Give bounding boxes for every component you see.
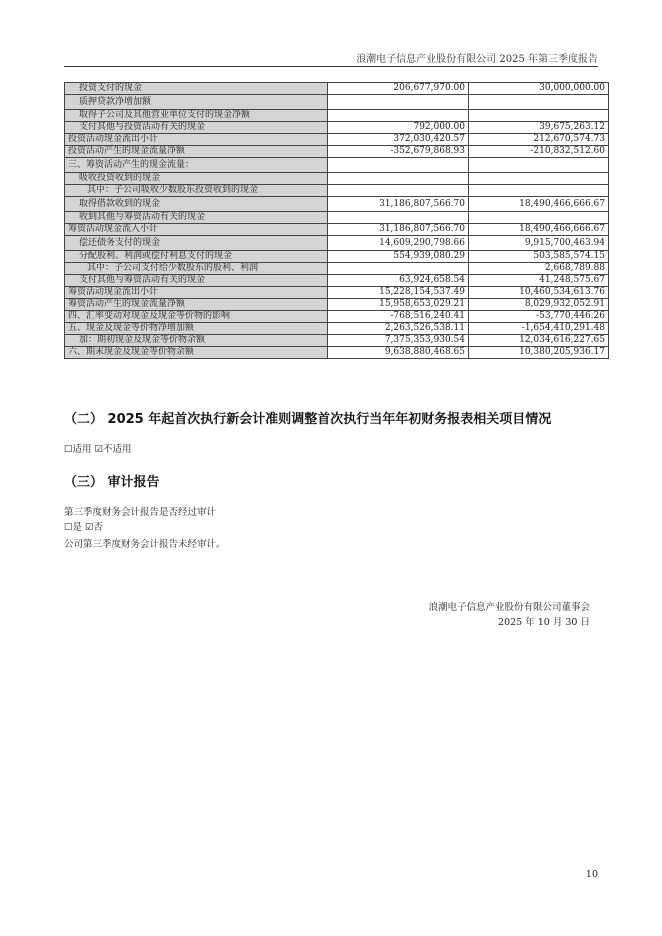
value-current xyxy=(328,212,469,224)
value-current: -768,516,240.41 xyxy=(328,311,469,323)
table-row xyxy=(65,323,609,335)
value-current xyxy=(328,263,469,275)
value-current xyxy=(328,110,469,122)
row-label: 质押贷款净增加额 xyxy=(65,95,328,110)
value-current: 14,609,290,798.66 xyxy=(328,236,469,251)
row-label: 取得子公司及其他营业单位支付的现金净额 xyxy=(65,110,328,122)
row-label: 投资支付的现金 xyxy=(65,83,328,95)
value-prior: -53,770,446.26 xyxy=(469,311,609,323)
value-prior xyxy=(469,212,609,224)
row-label: 偿还债务支付的现金 xyxy=(65,236,328,251)
audit-question: 第三季度财务会计报告是否经过审计 xyxy=(64,507,217,518)
cash-flow-table xyxy=(64,82,609,359)
table-row xyxy=(65,185,609,197)
value-current xyxy=(328,95,469,110)
row-label: 取得借款收到的现金 xyxy=(65,197,328,212)
value-current: -352,679,868.93 xyxy=(328,146,469,158)
row-label: 投资活动产生的现金流量净额 xyxy=(65,146,328,158)
page-header: 浪潮电子信息产业股份有限公司 2025 年第三季度报告 xyxy=(356,54,598,65)
row-label: 吸收投资收到的现金 xyxy=(65,173,328,185)
value-prior: 10,380,205,936.17 xyxy=(469,347,609,359)
table-row xyxy=(65,299,609,311)
row-label: 投资活动现金流出小计 xyxy=(65,134,328,146)
value-current xyxy=(328,158,469,173)
value-prior: 18,490,466,666.67 xyxy=(469,197,609,212)
value-current: 15,228,154,537.49 xyxy=(328,287,469,299)
value-prior xyxy=(469,110,609,122)
table-row xyxy=(65,173,609,185)
table-row xyxy=(65,275,609,287)
audit-option: ☐是 ☑否 xyxy=(64,522,104,533)
row-label: 五、现金及现金等价物净增加额 xyxy=(65,323,328,335)
value-prior xyxy=(469,173,609,185)
row-label: 加：期初现金及现金等价物余额 xyxy=(65,335,328,347)
page-number: 10 xyxy=(585,869,598,880)
value-current: 15,958,653,029.21 xyxy=(328,299,469,311)
section2-title: （二） 2025 年起首次执行新会计准则调整首次执行当年年初财务报表相关项目情况 xyxy=(64,412,552,427)
value-current: 31,186,807,566.70 xyxy=(328,197,469,212)
value-prior: 10,460,534,613.76 xyxy=(469,287,609,299)
row-label: 筹资活动产生的现金流量净额 xyxy=(65,299,328,311)
table-row xyxy=(65,263,609,275)
value-current xyxy=(328,173,469,185)
value-current: 372,030,420.57 xyxy=(328,134,469,146)
row-label: 支付其他与投资活动有关的现金 xyxy=(65,122,328,134)
table-row xyxy=(65,287,609,299)
value-current: 63,924,658.54 xyxy=(328,275,469,287)
value-prior: 503,585,574.15 xyxy=(469,251,609,263)
table-row xyxy=(65,236,609,251)
row-label: 四、汇率变动对现金及现金等价物的影响 xyxy=(65,311,328,323)
value-prior: -210,832,512.60 xyxy=(469,146,609,158)
value-current: 792,000.00 xyxy=(328,122,469,134)
row-label: 其中：子公司吸收少数股东投资收到的现金 xyxy=(65,185,328,197)
table-row xyxy=(65,110,609,122)
value-current: 554,939,080.29 xyxy=(328,251,469,263)
value-prior: 30,000,000.00 xyxy=(469,83,609,95)
table-row xyxy=(65,146,609,158)
table-row xyxy=(65,122,609,134)
table-row xyxy=(65,335,609,347)
value-prior: 12,034,616,227.65 xyxy=(469,335,609,347)
value-prior: 41,248,575.67 xyxy=(469,275,609,287)
section2-option: ☐适用 ☑不适用 xyxy=(64,444,132,455)
row-label: 分配股利、利润或偿付利息支付的现金 xyxy=(65,251,328,263)
value-current: 7,375,353,930.54 xyxy=(328,335,469,347)
value-prior: 39,675,263.12 xyxy=(469,122,609,134)
value-prior: 8,029,932,052.91 xyxy=(469,299,609,311)
table-row xyxy=(65,158,609,173)
value-prior xyxy=(469,158,609,173)
header-rule xyxy=(64,66,598,67)
table-row xyxy=(65,83,609,95)
value-current: 2,263,526,538.11 xyxy=(328,323,469,335)
value-current: 31,186,807,566.70 xyxy=(328,224,469,236)
table-row xyxy=(65,251,609,263)
signature-company: 浪潮电子信息产业股份有限公司董事会 xyxy=(428,602,590,613)
value-current xyxy=(328,185,469,197)
row-label: 三、筹资活动产生的现金流量： xyxy=(65,158,328,173)
row-label: 支付其他与筹资活动有关的现金 xyxy=(65,275,328,287)
value-prior: 18,490,466,666.67 xyxy=(469,224,609,236)
value-current: 9,638,880,468.65 xyxy=(328,347,469,359)
table-row xyxy=(65,347,609,359)
table-row xyxy=(65,311,609,323)
signature-date: 2025 年 10 月 30 日 xyxy=(498,617,590,628)
value-prior: -1,654,410,291.48 xyxy=(469,323,609,335)
section3-title: （三） 审计报告 xyxy=(64,475,160,490)
row-label: 其中：子公司支付给少数股东的股利、利润 xyxy=(65,263,328,275)
value-prior xyxy=(469,95,609,110)
row-label: 筹资活动现金流入小计 xyxy=(65,224,328,236)
table-row xyxy=(65,212,609,224)
table-row xyxy=(65,197,609,212)
audit-statement: 公司第三季度财务会计报告未经审计。 xyxy=(64,539,226,550)
value-prior: 212,670,574.73 xyxy=(469,134,609,146)
table-row xyxy=(65,224,609,236)
row-label: 六、期末现金及现金等价物余额 xyxy=(65,347,328,359)
row-label: 收到其他与筹资活动有关的现金 xyxy=(65,212,328,224)
row-label: 筹资活动现金流出小计 xyxy=(65,287,328,299)
table-row xyxy=(65,95,609,110)
value-prior xyxy=(469,185,609,197)
value-current: 206,677,970.00 xyxy=(328,83,469,95)
value-prior: 2,668,789.88 xyxy=(469,263,609,275)
table-row xyxy=(65,134,609,146)
value-prior: 9,915,700,463.94 xyxy=(469,236,609,251)
